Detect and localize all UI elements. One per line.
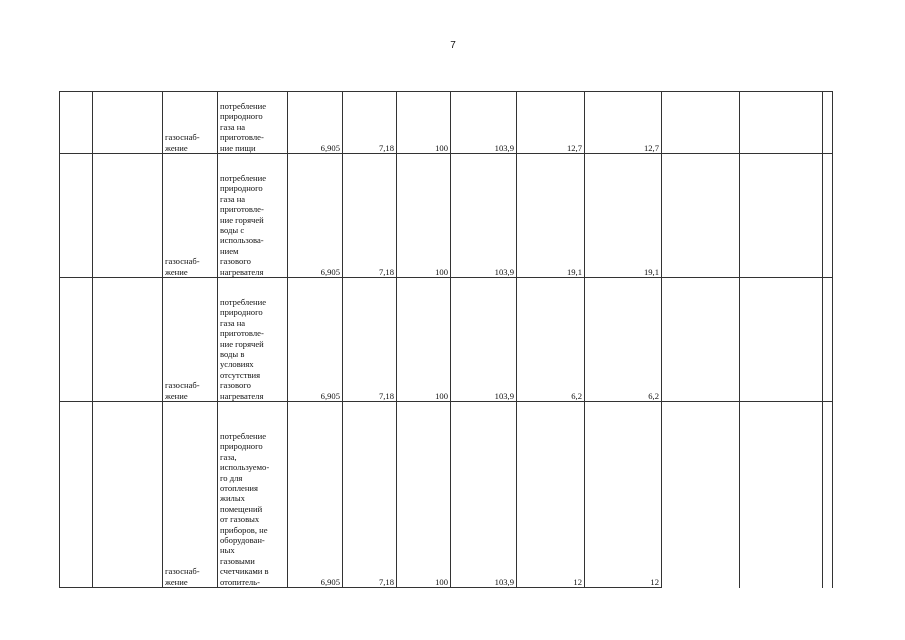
settlement-cell (93, 154, 163, 278)
empty-cell-1 (662, 278, 740, 402)
value-cell-2: 7,18 (343, 402, 397, 588)
value-cell-1: 6,905 (288, 402, 343, 588)
page-number: 7 (450, 40, 456, 51)
table-row (60, 154, 833, 278)
value-cell-3: 100 (397, 402, 451, 588)
empty-cell-1 (662, 154, 740, 278)
settlement-cell (93, 92, 163, 154)
value-cell-2: 7,18 (343, 278, 397, 402)
value-cell-5: 19,1 (517, 154, 585, 278)
empty-cell-3 (823, 154, 833, 278)
row-number-cell (60, 92, 93, 154)
settlement-cell (93, 278, 163, 402)
description-cell: потребление природного газа на приготовле- ние горячей воды с использова- нием газового нагревателя (218, 154, 288, 278)
value-cell-1: 6,905 (288, 154, 343, 278)
value-cell-5: 12,7 (517, 92, 585, 154)
settlement-cell (93, 402, 163, 588)
description-cell: потребление природного газа на приготовле- ние пищи (218, 92, 288, 154)
value-cell-6: 12,7 (585, 92, 662, 154)
value-cell-5: 12 (517, 402, 585, 588)
empty-cell-3 (823, 278, 833, 402)
empty-cell-3 (823, 402, 833, 588)
table-row (60, 278, 833, 402)
value-cell-5: 6,2 (517, 278, 585, 402)
description-cell: потребление природного газа на приготовле- ние горячей воды в условиях отсутствия газового нагревателя (218, 278, 288, 402)
empty-cell-2 (740, 278, 823, 402)
empty-cell-2 (740, 154, 823, 278)
value-cell-4: 103,9 (451, 154, 517, 278)
value-cell-2: 7,18 (343, 154, 397, 278)
value-cell-3: 100 (397, 154, 451, 278)
empty-cell-3 (823, 92, 833, 154)
value-cell-1: 6,905 (288, 278, 343, 402)
empty-cell-2 (740, 402, 823, 588)
description-cell: потребление природного газа, используемо- го для отопления жилых помещений от газовых приборов, не оборудован- ных газовыми счетчиками в отопитель- (218, 402, 288, 588)
value-cell-6: 12 (585, 402, 662, 588)
table-row (60, 402, 833, 588)
value-cell-4: 103,9 (451, 402, 517, 588)
value-cell-6: 19,1 (585, 154, 662, 278)
value-cell-6: 6,2 (585, 278, 662, 402)
value-cell-3: 100 (397, 278, 451, 402)
value-cell-3: 100 (397, 92, 451, 154)
row-number-cell (60, 154, 93, 278)
row-number-cell (60, 278, 93, 402)
row-number-cell (60, 402, 93, 588)
value-cell-2: 7,18 (343, 92, 397, 154)
table-row (60, 92, 833, 154)
service-cell: газоснаб- жение (163, 278, 218, 402)
value-cell-1: 6,905 (288, 92, 343, 154)
service-cell: газоснаб- жение (163, 154, 218, 278)
tariff-table (59, 91, 833, 588)
empty-cell-2 (740, 92, 823, 154)
service-cell: газоснаб- жение (163, 402, 218, 588)
value-cell-4: 103,9 (451, 278, 517, 402)
value-cell-4: 103,9 (451, 92, 517, 154)
service-cell: газоснаб- жение (163, 92, 218, 154)
empty-cell-1 (662, 402, 740, 588)
empty-cell-1 (662, 92, 740, 154)
